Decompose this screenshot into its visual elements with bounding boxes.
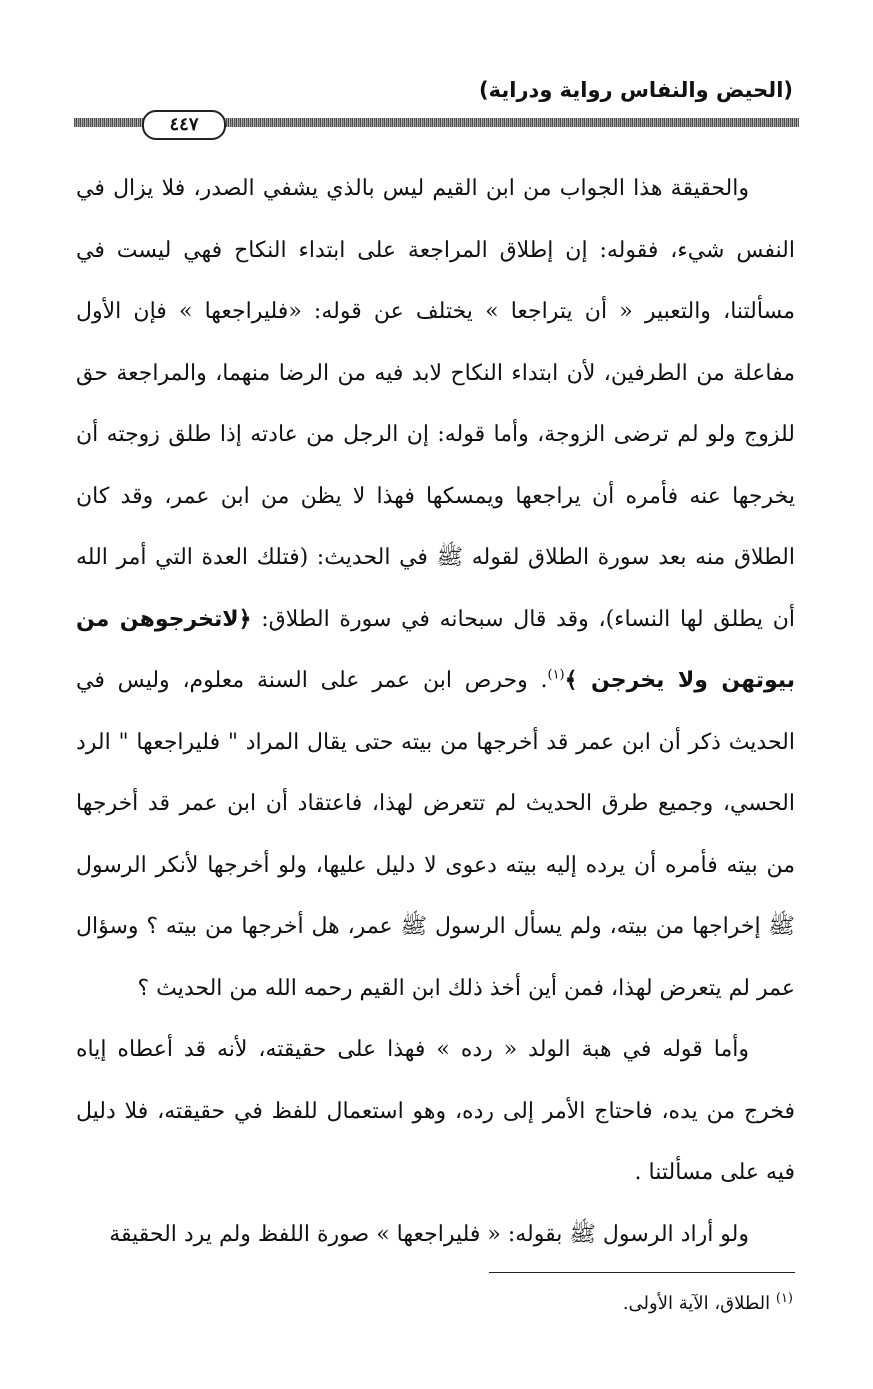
page-number: ٤٤٧ bbox=[142, 110, 226, 140]
paragraph-2: وأما قوله في هبة الولد « رده » فهذا على حقيقته، لأنه قد أعطاه إياه فخرج من يده، فاحتاج الأمر إلى رده، وهو استعمال للفظ في حقيقته، فلا دليل فيه على مسألتنا . bbox=[76, 1037, 795, 1185]
footnote bbox=[623, 1293, 793, 1314]
quran-quote: ﴿لاتخرجوهن من بيوتهن ولا يخرجن ﴾ bbox=[76, 606, 796, 693]
paragraph-1-continuation: . وحرص ابن عمر على السنة معلوم، وليس في الحديث ذكر أن ابن عمر قد أخرجها من بيته حتى يقال المراد " فليراجعها " الرد الحسي، وجميع طرق الحديث لم تتعرض لهذا، فاعتقاد أن ابن عمر قد أخرجها من بيته فأمره أن يرده إليه بيته دعوى لا دليل عليها، ولو أخرجها لأنكر الرسول ﷺ إخراجها من بيته، ولم يسأل الرسول ﷺ عمر، هل أخرجها من بيته ؟ وسؤال عمر لم يتعرض لهذا، فمن أين أخذ ذلك ابن القيم رحمه الله من الحديث ؟ bbox=[76, 668, 795, 1001]
paragraph-1 bbox=[76, 158, 795, 1019]
main-text bbox=[76, 158, 795, 1265]
footnote-marker: (١) bbox=[775, 1291, 793, 1306]
footnote-rule bbox=[489, 1272, 795, 1273]
running-header-title: (الحيض والنفاس رواية ودراية) bbox=[479, 78, 793, 102]
footnote-ref[interactable]: (١) bbox=[547, 667, 565, 683]
footnote-text: الطلاق، الآية الأولى. bbox=[622, 1293, 771, 1314]
paragraph-1-text: والحقيقة هذا الجواب من ابن القيم ليس بالذي يشفي الصدر، فلا يزال في النفس شيء، فقوله: إن إطلاق المراجعة على ابتداء النكاح فهي ليست في مسألتنا، والتعبير « أن يتراجعا » يختلف عن قوله: «فليراجعها » فإن الأول مفاعلة من الطرفين، لأن ابتداء النكاح لابد فيه من الرضا منهما، والمراجعة حق للزوج ولو لم ترضى الزوجة، وأما قوله: إن الرجل من عادته إذا طلق زوجته أن يخرجها عنه فأمره أن يراجعها ويمسكها فهذا لا يظن من ابن عمر، وقد كان الطلاق منه بعد سورة الطلاق لقوله ﷺ في الحديث: (فتلك العدة التي أمر الله أن يطلق لها النساء)، وقد قال سبحانه في سورة الطلاق: bbox=[76, 176, 795, 632]
paragraph-3: ولو أراد الرسول ﷺ بقوله: « فليراجعها » صورة اللفظ ولم يرد الحقيقة bbox=[109, 1221, 749, 1247]
